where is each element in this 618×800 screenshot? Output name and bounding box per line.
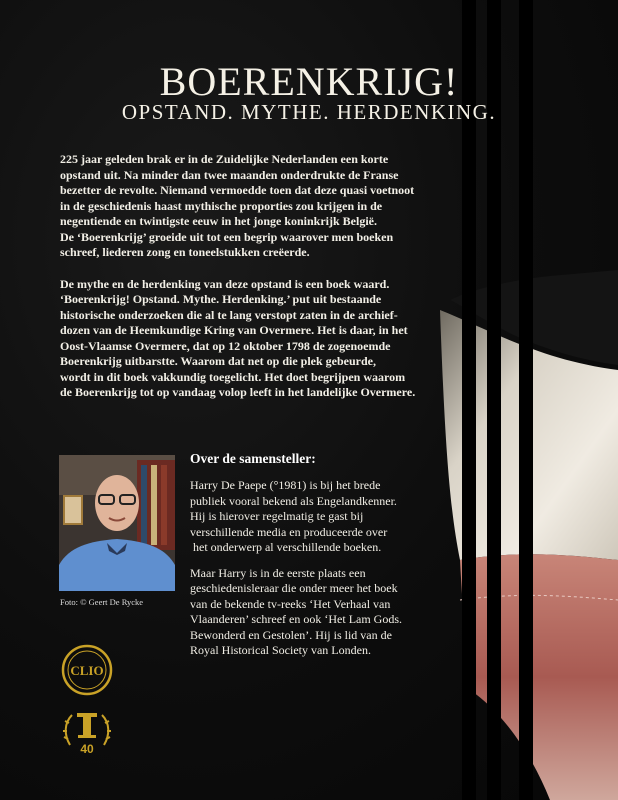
- author-bio: [190, 478, 460, 669]
- text-line: historische onderzoeken die al te lang verstopt zaten in de archief-: [60, 307, 398, 322]
- bio-paragraph-1: [190, 478, 460, 556]
- text-line: verschillende media en produceerde over: [190, 524, 388, 539]
- about-heading: Over de samensteller:: [190, 451, 316, 466]
- text-line: Hij is hierover regelmatig te gast bij: [190, 509, 364, 523]
- text-line: geschiedenisleraar die onder meer het boek: [190, 581, 398, 595]
- text-line: de Boerenkrijg tot op vandaag volop leeft in het landelijke Overmere.: [60, 385, 416, 399]
- clio-logo-text: CLIO: [70, 663, 104, 678]
- bio-paragraph-2: [190, 566, 460, 659]
- text-line: De ‘Boerenkrijg’ groeide uit tot een begrip waarover men boeken: [60, 229, 394, 244]
- text-line: De mythe en de herdenking van deze opstand is een boek waard.: [60, 276, 390, 291]
- intro-paragraph-2: [60, 277, 460, 401]
- text-line: het onderwerp al verschillende boeken.: [190, 540, 382, 554]
- clio-logo-icon: [60, 643, 114, 697]
- text-line: ‘Boerenkrijg! Opstand. Mythe. Herdenking.’ put uit bestaande: [60, 292, 382, 306]
- text-line: dozen van de Heemkundige Kring van Overmere. Het is daar, in het: [60, 323, 408, 337]
- text-line: van de bekende tv-reeks ‘Het Verhaal van: [190, 596, 391, 611]
- text-line: schreef, liederen zong en toneelstukken creëerde.: [60, 245, 310, 259]
- book-title: BOERENKRIJG!: [159, 59, 459, 104]
- text-line: 225 jaar geleden brak er in de Zuidelijke Nederlanden een korte: [60, 152, 389, 166]
- anniversary-logo-icon: [60, 705, 114, 759]
- author-photo: [59, 455, 175, 591]
- text-line: opstand uit. Na minder dan twee maanden onderdrukte de Franse: [60, 167, 399, 182]
- text-line: Royal Historical Society van Londen.: [190, 643, 371, 657]
- text-line: Oost-Vlaamse Overmere, dat op 12 oktober 1798 de zogenoemde: [60, 338, 391, 353]
- intro-text: [60, 152, 460, 417]
- anniversary-logo-text: 40: [80, 742, 94, 756]
- text-line: in de geschiedenis haast mythische proporties zou krijgen in de: [60, 198, 383, 213]
- text-line: negentiende en twintigste eeuw in het jonge koninkrijk België.: [60, 214, 377, 228]
- text-line: bezetter de revolte. Niemand vermoedde toen dat deze quasi voetnoot: [60, 183, 415, 197]
- text-line: Maar Harry is in de eerste plaats een: [190, 565, 366, 580]
- intro-paragraph-1: [60, 152, 460, 261]
- text-line: publiek vooral bekend als Engelandkenner.: [190, 493, 397, 508]
- text-line: Harry De Paepe (°1981) is bij het brede: [190, 478, 381, 492]
- text-line: Boerenkrijg uitbarstte. Waarom dat net op die plek gebeurde,: [60, 354, 376, 368]
- text-line: Bewonderd en Gestolen’. Hij is lid van de: [190, 627, 392, 642]
- text-line: Vlaanderen’ schreef en ook ‘Het Lam Gods.: [190, 612, 403, 626]
- text-line: wordt in dit boek vakkundig toegelicht. Het doet begrijpen waarom: [60, 369, 406, 384]
- photo-caption: Foto: © Geert De Rycke: [60, 597, 144, 607]
- book-subtitle: OPSTAND. MYTHE. HERDENKING.: [121, 100, 497, 124]
